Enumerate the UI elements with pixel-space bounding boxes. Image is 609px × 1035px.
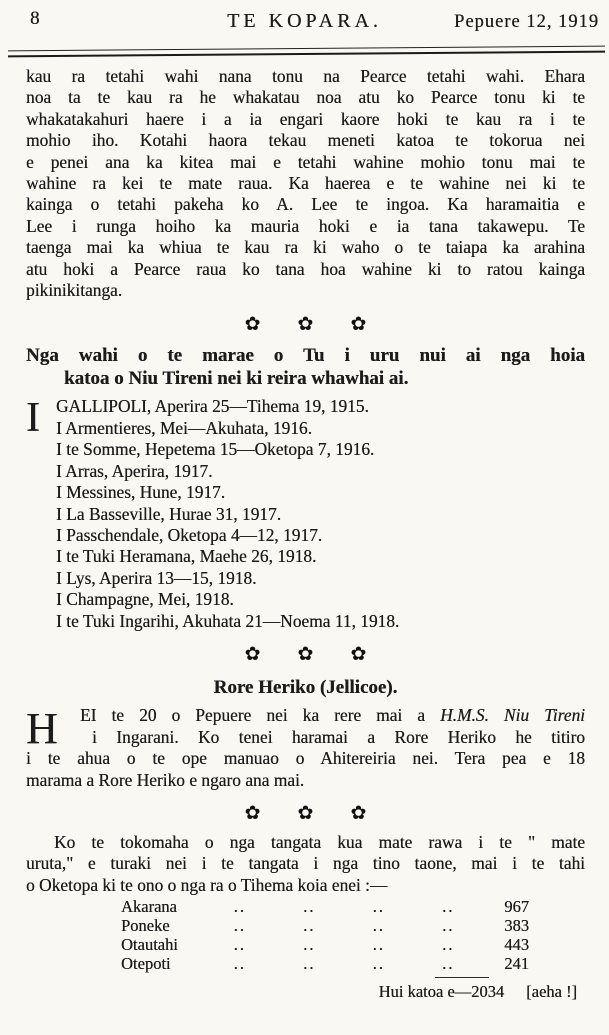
- battle-roll-list: [26, 396, 585, 631]
- text-line: [26, 705, 585, 726]
- fleuron-icon: ✿: [244, 643, 261, 666]
- ornament-row: [26, 312, 585, 336]
- text-run: EI te 20 o Pepuere nei ka rere mai a: [80, 705, 441, 726]
- story-continuation-paragraph: [26, 66, 585, 301]
- influenza-section: [26, 832, 585, 1003]
- list-item: I te Somme, Hepetema 15—Oketopa 7, 1916.: [56, 439, 375, 460]
- jellicoe-section: [26, 677, 585, 791]
- list-item: I La Basseville, Hurae 31, 1917.: [56, 503, 282, 524]
- text-line: i Ingarani. Ko tenei haramai a Rore Heriko he titiro: [92, 726, 585, 747]
- page-number: 8: [30, 8, 40, 29]
- table-row: [121, 936, 529, 955]
- fleuron-icon: ✿: [297, 312, 314, 335]
- text-line: kainga o tetahi pakeha ko A. Lee te ingoa. Ka haramaitia e: [26, 194, 585, 215]
- text-line: wahine ra kei te mate raua. Ka haerea e te wahine nei ki te: [26, 173, 585, 194]
- fleuron-icon: ✿: [244, 802, 261, 825]
- fleuron-icon: ✿: [244, 312, 261, 335]
- text-line: atu hoki a Pearce raua ko tana hoa wahine ki to ratou kainga: [26, 258, 585, 279]
- dot-leader: ..: [233, 897, 246, 917]
- list-item: I te Tuki Heramana, Maehe 26, 1918.: [56, 546, 317, 567]
- page-body: [0, 55, 609, 1003]
- text-line: marama a Rore Heriko e ngaro ana mai.: [26, 769, 305, 790]
- total-note: [aeha !]: [526, 982, 577, 1002]
- jellicoe-heading: Rore Heriko (Jellicoe).: [213, 676, 398, 698]
- text-line: o Oketopa ki te ono o nga ra o Tihema koia enei :—: [26, 874, 388, 895]
- dot-leader: ..: [233, 934, 246, 954]
- table-row: [121, 955, 529, 974]
- dot-leader: ..: [303, 915, 316, 935]
- text-line: mohio iho. Kotahi haora tekau meneti katoa te tokorua nei: [26, 130, 585, 151]
- death-count: 443: [504, 934, 529, 954]
- text-line: noa ta te kau ra he whakatau noa atu ko Pearce tonu ki te: [26, 87, 585, 108]
- ornament-row: [26, 643, 585, 667]
- dot-leader: ..: [303, 934, 316, 954]
- battle-roll-heading: [26, 344, 585, 390]
- text-line: whakatakahuri haere i a ia engari kaore hoki te kau ra i te: [26, 108, 585, 129]
- dot-leader: ..: [372, 953, 385, 973]
- dot-leader: ..: [303, 953, 316, 973]
- ship-name-italic: H.M.S. Niu Tireni: [440, 705, 585, 726]
- list-item: GALLIPOLI, Aperira 25—Tihema 19, 1915.: [56, 396, 369, 417]
- dot-leader: ..: [372, 897, 385, 917]
- place-name: Poneke: [121, 915, 170, 935]
- mortality-table: [121, 898, 529, 973]
- dot-leader: ..: [233, 915, 246, 935]
- text-line: Ko te tokomaha o nga tangata kua mate rawa i te " mate: [54, 831, 585, 852]
- sum-rule: [435, 977, 489, 978]
- fleuron-icon: ✿: [350, 312, 367, 335]
- table-row: [121, 898, 529, 917]
- list-item: I Champagne, Mei, 1918.: [56, 589, 234, 610]
- list-item: I Arras, Aperira, 1917.: [56, 460, 213, 481]
- dot-leader: ..: [372, 934, 385, 954]
- dot-leader: ..: [442, 915, 455, 935]
- battle-roll-section: [26, 344, 585, 631]
- dot-leader: ..: [372, 915, 385, 935]
- list-item: I Messines, Hune, 1917.: [56, 482, 226, 503]
- table-total-row: [26, 981, 585, 1002]
- death-count: 967: [504, 897, 529, 917]
- jellicoe-paragraph: [26, 705, 585, 791]
- text-line: taenga mai ka whiua te kau ra ki waho o te taiapa ka arahina: [26, 237, 585, 258]
- dot-leader: ..: [233, 953, 246, 973]
- text-line: kau ra tetahi wahi nana tonu na Pearce tetahi wahi. Ehara: [26, 66, 585, 86]
- issue-date: Pepuere 12, 1919: [454, 12, 599, 32]
- fleuron-icon: ✿: [297, 802, 314, 825]
- place-name: Akarana: [121, 897, 177, 917]
- text-line: e penei ana ka kitea mai e tetahi wahine mohio tonu mai te: [26, 151, 585, 172]
- text-line: uruta," e turaki nei i te tangata i nga tino taone, mai i te tahi: [26, 853, 585, 874]
- fleuron-icon: ✿: [350, 643, 367, 666]
- table-row: [121, 917, 529, 936]
- dropcap-initial: H: [26, 704, 58, 754]
- list-item: I Lys, Aperira 13—15, 1918.: [56, 567, 257, 588]
- page-header: [0, 0, 609, 45]
- fleuron-icon: ✿: [350, 802, 367, 825]
- ornament-row: [26, 802, 585, 826]
- list-item: I te Tuki Ingarihi, Akuhata 21—Noema 11, 1918.: [56, 610, 400, 631]
- dot-leader: ..: [303, 897, 316, 917]
- fleuron-icon: ✿: [297, 643, 314, 666]
- dot-leader: ..: [442, 953, 455, 973]
- masthead-title: TE KOPARA.: [227, 10, 382, 32]
- death-count: 383: [504, 915, 529, 935]
- death-count: 241: [504, 953, 529, 973]
- list-item: I Armentieres, Mei—Akuhata, 1916.: [56, 417, 312, 438]
- total-label: Hui katoa e—2034: [378, 982, 505, 1002]
- dropcap-initial: I: [26, 395, 40, 442]
- place-name: Otepoti: [121, 953, 171, 973]
- text-line: i te ahua o te ope manuao o Ahitereiria nei. Tera pea e 18: [26, 748, 585, 769]
- dot-leader: ..: [442, 897, 455, 917]
- dot-leader: ..: [442, 934, 455, 954]
- heading-line: Nga wahi o te marae o Tu i uru nui ai nga hoia: [26, 345, 585, 367]
- text-line: pikinikitanga.: [26, 280, 123, 301]
- place-name: Otautahi: [121, 934, 178, 954]
- list-item: I Passchendale, Oketopa 4—12, 1917.: [56, 524, 323, 545]
- heading-line: katoa o Niu Tireni nei ki reira whawhai ai.: [64, 368, 409, 390]
- text-line: Lee i runga hoiho ka mauria hoki e ia tana takawepu. Te: [26, 215, 585, 236]
